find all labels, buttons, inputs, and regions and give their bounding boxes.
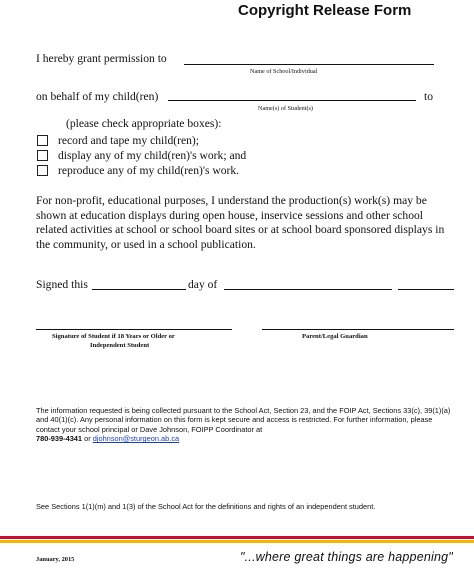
option-reproduce: reproduce any of my child(ren)'s work. [58,164,240,177]
day-of-label: day of [188,278,218,291]
independent-student-note: See Sections 1(1)(m) and 1(3) of the School Act for the definitions and rights of an independent student. [36,502,376,511]
page-title: Copyright Release Form [238,2,412,19]
student-names-line[interactable] [168,100,416,101]
privacy-notice-text: The information requested is being collected pursuant to the School Act, Section 23, and the FOIP Act, Sections 33(c), 39(1)(a) and 40(1)(c). Any personal information on this form is kept secure and access is restricted. For further information, please contact your school principal or Dave Johnson, FOIPP Coordinator at [36,406,451,434]
behalf-label: on behalf of my child(ren) [36,90,159,103]
footer-band-yellow [0,540,474,543]
purpose-paragraph: For non-profit, educational purposes, I understand the production(s) work(s) may be shown at education displays during open house, inservice sessions and other school related activities at school or school board sites or at school board sponsored displays in the community, or used in a school publication. [36,194,445,251]
check-instruction: (please check appropriate boxes): [66,117,222,130]
option-record: record and tape my child(ren); [58,134,199,147]
reproduce-checkbox[interactable] [37,165,48,176]
student-signature-line[interactable] [36,329,232,330]
contact-phone: 780-939-4341 [36,434,83,444]
school-name-line[interactable] [184,64,434,65]
signed-this-label: Signed this [36,278,88,291]
grant-label: I hereby grant permission to [36,52,167,65]
month-line[interactable] [224,289,392,290]
student-signature-caption-2: Independent Student [90,342,150,349]
year-line[interactable] [398,289,454,290]
privacy-notice [36,406,456,444]
footer-slogan: "...where great things are happening" [240,550,453,564]
footer-band-red [0,536,474,539]
to-label: to [424,90,434,103]
day-line[interactable] [92,289,186,290]
record-checkbox[interactable] [37,135,48,146]
student-signature-caption: Signature of Student if 18 Years or Older or [52,333,175,340]
footer-date: January, 2015 [36,556,75,563]
display-checkbox[interactable] [37,150,48,161]
option-display: display any of my child(ren)'s work; and [58,149,247,162]
parent-signature-caption: Parent/Legal Guardian [302,333,368,340]
students-caption: Name(s) of Student(s) [258,105,313,112]
school-caption: Name of School/Individual [250,68,318,75]
parent-signature-line[interactable] [262,329,454,330]
contact-or: or [84,434,91,444]
contact-email-link[interactable]: djohnson@sturgeon.ab.ca [92,434,180,444]
